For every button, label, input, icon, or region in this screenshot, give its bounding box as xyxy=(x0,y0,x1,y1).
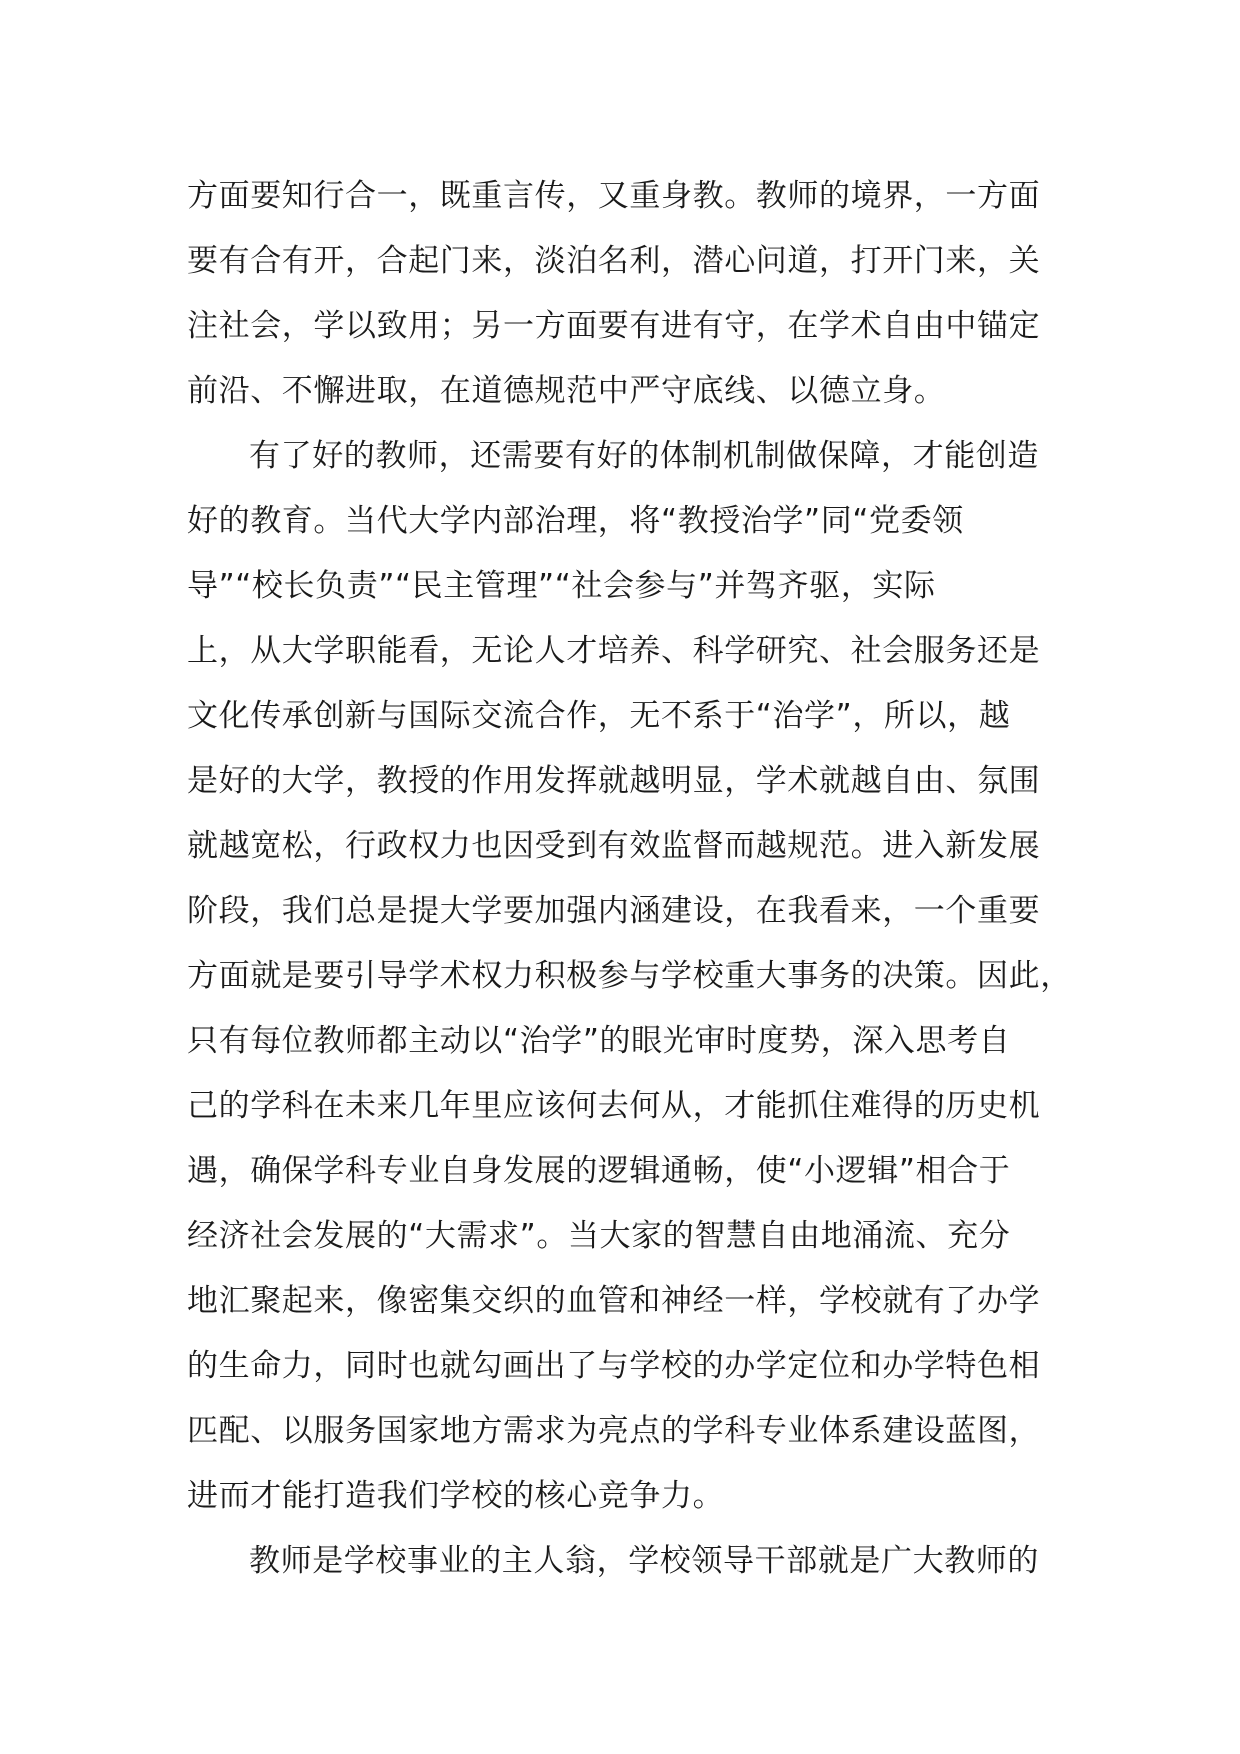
text-line: 匹配、以服务国家地方需求为亮点的学科专业体系建设蓝图， xyxy=(187,1413,1041,1449)
text-line: 注社会，学以致用；另一方面要有进有守，在学术自由中锚定 xyxy=(187,308,1041,344)
paragraph-start-line: 教师是学校事业的主人翁，学校领导干部就是广大教师的 xyxy=(249,1543,1039,1579)
text-line: 方面要知行合一，既重言传，又重身教。教师的境界，一方面 xyxy=(187,178,1041,214)
text-line: 只有每位教师都主动以“治学”的眼光审时度势，深入思考自 xyxy=(187,1023,1011,1059)
text-line: 经济社会发展的“大需求”。当大家的智慧自由地涌流、充分 xyxy=(187,1218,1011,1254)
text-line: 好的教育。当代大学内部治理，将“教授治学”同“党委领 xyxy=(187,503,964,539)
text-line: 文化传承创新与国际交流合作，无不系于“治学”，所以，越 xyxy=(187,698,1011,734)
text-line: 己的学科在未来几年里应该何去何从，才能抓住难得的历史机 xyxy=(187,1088,1041,1124)
text-line: 导”“校长负责”“民主管理”“社会参与”并驾齐驱，实际 xyxy=(187,568,936,604)
paragraph-start-line: 有了好的教师，还需要有好的体制机制做保障，才能创造 xyxy=(249,438,1039,474)
text-line: 地汇聚起来，像密集交织的血管和神经一样，学校就有了办学 xyxy=(187,1283,1041,1319)
text-line: 的生命力，同时也就勾画出了与学校的办学定位和办学特色相 xyxy=(187,1348,1041,1384)
text-line: 要有合有开，合起门来，淡泊名利，潜心问道，打开门来，关 xyxy=(187,243,1041,279)
text-line: 就越宽松，行政权力也因受到有效监督而越规范。进入新发展 xyxy=(187,828,1041,864)
text-line: 遇，确保学科专业自身发展的逻辑通畅，使“小逻辑”相合于 xyxy=(187,1153,1011,1189)
body-text xyxy=(187,164,1072,1594)
text-line: 前沿、不懈进取，在道德规范中严守底线、以德立身。 xyxy=(187,373,946,409)
text-line: 方面就是要引导学术权力积极参与学校重大事务的决策。因此， xyxy=(187,958,1072,994)
text-line: 上，从大学职能看，无论人才培养、科学研究、社会服务还是 xyxy=(187,633,1041,669)
text-line: 阶段，我们总是提大学要加强内涵建设，在我看来，一个重要 xyxy=(187,893,1041,929)
text-line: 是好的大学，教授的作用发挥就越明显，学术就越自由、氛围 xyxy=(187,763,1041,799)
text-line: 进而才能打造我们学校的核心竞争力。 xyxy=(187,1478,725,1514)
